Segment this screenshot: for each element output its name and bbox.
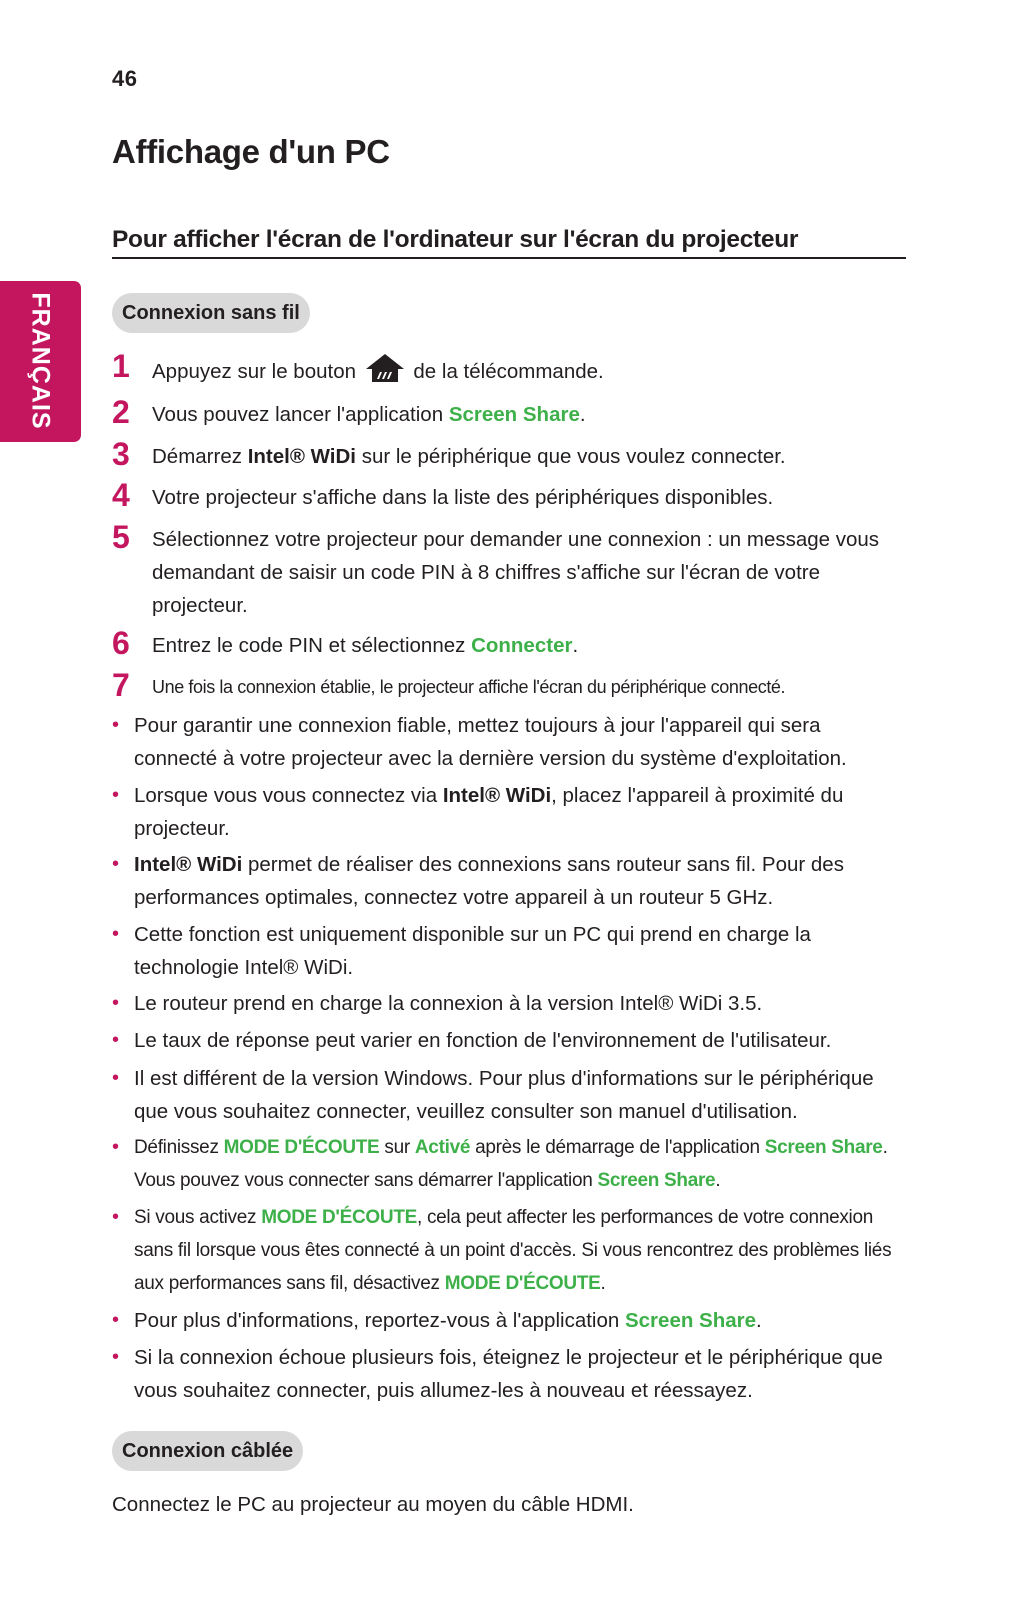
note-item	[112, 1304, 912, 1337]
step-text: Une fois la connexion établie, le projecteur affiche l'écran du périphérique connecté.	[152, 677, 786, 697]
bullet-icon: •	[112, 1029, 120, 1051]
bullet-icon: •	[112, 1346, 120, 1368]
step-text: Entrez le code PIN et sélectionnez Connecter.	[152, 634, 579, 657]
connect-option: Connecter	[471, 634, 573, 657]
step-number: 5	[112, 519, 130, 555]
language-tab	[0, 281, 81, 442]
section-heading: Pour afficher l'écran de l'ordinateur sur l'écran du projecteur	[112, 226, 906, 259]
note-item	[112, 1131, 912, 1197]
note-item	[112, 1341, 912, 1407]
bullet-icon: •	[112, 992, 120, 1014]
note-item	[112, 779, 912, 845]
page-title: Affichage d'un PC	[112, 133, 390, 170]
step-5	[112, 519, 912, 622]
screen-share-app-name: Screen Share	[448, 403, 580, 426]
step-6	[112, 625, 912, 662]
note-text: Intel® WiDi permet de réaliser des connexions sans routeur sans fil. Pour des performances optimales, connectez votre appareil à un routeur 5 GHz.	[134, 853, 844, 909]
note-text: Définissez MODE D'ÉCOUTE sur Activé après le démarrage de l'application Screen Share. Vous pouvez vous connecter sans démarrer l'application Screen Share.	[134, 1137, 888, 1191]
wired-connection-label: Connexion câblée	[112, 1431, 303, 1471]
note-text: Pour garantir une connexion fiable, mettez toujours à jour l'appareil qui sera connecté à votre projecteur avec la dernière version du système d'exploitation.	[134, 714, 847, 770]
step-number: 7	[112, 667, 130, 703]
step-2	[112, 394, 912, 431]
note-item	[112, 987, 912, 1020]
note-item	[112, 918, 912, 984]
step-number: 6	[112, 625, 130, 661]
note-text: Il est différent de la version Windows. Pour plus d'informations sur le périphérique que vous souhaitez connecter, veuillez consulter son manuel d'utilisation.	[134, 1067, 874, 1123]
note-text: Le taux de réponse peut varier en fonction de l'environnement de l'utilisateur.	[134, 1029, 832, 1052]
bullet-icon: •	[112, 714, 120, 736]
wired-connection-text: Connectez le PC au projecteur au moyen du câble HDMI.	[112, 1493, 634, 1516]
step-text: Votre projecteur s'affiche dans la liste des périphériques disponibles.	[152, 486, 774, 509]
bullet-icon: •	[112, 1067, 120, 1089]
bullet-icon: •	[112, 923, 120, 945]
step-7	[112, 667, 912, 704]
home-icon	[364, 352, 406, 384]
language-tab-label: FRANÇAIS	[26, 292, 55, 430]
step-text: Vous pouvez lancer l'application Screen Share.	[152, 403, 586, 426]
note-text: Si la connexion échoue plusieurs fois, éteignez le projecteur et le périphérique que vous souhaitez connecter, puis allumez-les à nouveau et réessayez.	[134, 1346, 883, 1402]
bullet-icon: •	[112, 853, 120, 875]
note-text: Le routeur prend en charge la connexion à la version Intel® WiDi 3.5.	[134, 992, 763, 1015]
note-item	[112, 848, 912, 914]
step-number: 2	[112, 394, 130, 430]
step-number: 3	[112, 436, 130, 472]
step-text: Sélectionnez votre projecteur pour demander une connexion : un message vous demandant de saisir un code PIN à 8 chiffres s'affiche sur l'écran de votre projecteur.	[152, 528, 880, 617]
note-item	[112, 1062, 912, 1128]
bullet-icon: •	[112, 1309, 120, 1331]
step-number: 1	[112, 348, 130, 384]
note-item	[112, 709, 912, 775]
step-1	[112, 348, 912, 388]
note-text: Lorsque vous vous connectez via Intel® WiDi, placez l'appareil à proximité du projecteur.	[134, 784, 844, 840]
note-text: Si vous activez MODE D'ÉCOUTE, cela peut affecter les performances de votre connexion sans fil lorsque vous êtes connecté à un point d'accès. Si vous rencontrez des problèmes liés aux performances sans fil, désactivez MODE D'ÉCOUTE.	[134, 1207, 892, 1294]
step-text: Démarrez Intel® WiDi sur le périphérique que vous voulez connecter.	[152, 445, 786, 468]
bullet-icon: •	[112, 1136, 120, 1158]
note-text: Pour plus d'informations, reportez-vous à l'application Screen Share.	[134, 1309, 762, 1332]
step-number: 4	[112, 477, 130, 513]
note-item	[112, 1024, 912, 1057]
step-text: Appuyez sur le bouton de la télécommande.	[152, 352, 912, 388]
page-number: 46	[112, 66, 138, 91]
step-3	[112, 436, 912, 473]
bullet-icon: •	[112, 1206, 120, 1228]
step-4	[112, 477, 912, 514]
bullet-icon: •	[112, 784, 120, 806]
note-text: Cette fonction est uniquement disponible sur un PC qui prend en charge la technologie Intel® WiDi.	[134, 923, 811, 979]
note-item	[112, 1201, 912, 1300]
wireless-connection-label: Connexion sans fil	[112, 293, 310, 333]
